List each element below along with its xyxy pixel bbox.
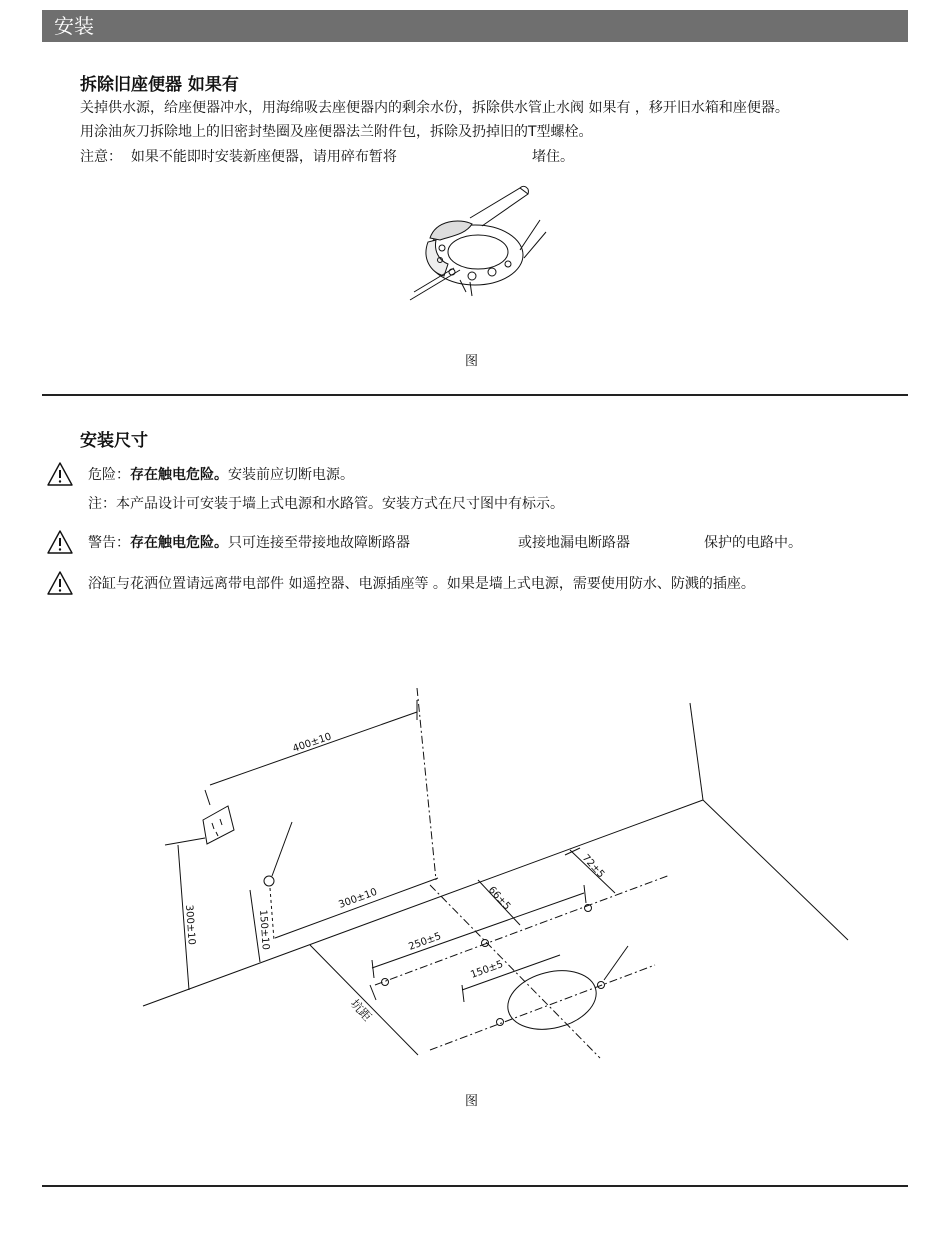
supply-pipe-icon xyxy=(264,876,274,886)
removal-note-text: 如果不能即时安装新座便器，请用碎布暂将 xyxy=(130,149,397,165)
dim-label-300v: 300±10 xyxy=(183,904,197,946)
warning-mid: 或接地漏电断路器 xyxy=(518,535,630,551)
dim-label-66: 66±5 xyxy=(485,884,513,913)
caution-notice: 浴缸与花洒位置请远离带电部件 如遥控器、电源插座等 。如果是墙上式电源，需要使用防水、防溅的插座。 xyxy=(88,576,755,592)
removal-note-tail: 堵住。 xyxy=(532,149,574,165)
drain-bolt-left xyxy=(497,1019,504,1026)
wall-floor-edge xyxy=(143,800,703,1006)
dim-label-150: 150±5 xyxy=(469,958,505,981)
wall-centerline xyxy=(417,688,436,880)
dim-label-72: 72±5 xyxy=(579,852,607,881)
removal-note-label: 注意： xyxy=(80,149,122,165)
dim-line-pit xyxy=(310,945,418,1055)
danger-label: 危险： xyxy=(88,467,130,483)
warning-text: 只可连接至带接地故障断路器 xyxy=(228,535,410,551)
dimensions-figure-caption: 图 xyxy=(465,1094,479,1109)
dim-line-400 xyxy=(210,712,417,785)
dim-label-400: 400±10 xyxy=(291,731,333,755)
outlet-icon xyxy=(203,806,234,844)
removal-line-2: 用涂油灰刀拆除地上的旧密封垫圈及座便器法兰附件包，拆除及扔掉旧的T型螺栓。 xyxy=(80,124,593,140)
dim-line-300h xyxy=(275,878,438,938)
dim-label-300h: 300±10 xyxy=(337,886,379,911)
bolt-hole-left xyxy=(382,979,389,986)
dim-label-150v: 150±10 xyxy=(257,909,271,951)
danger-bold: 存在触电危险。 xyxy=(130,467,228,483)
dim-label-250: 250±5 xyxy=(407,930,443,953)
removal-figure-caption: 图 xyxy=(465,354,479,369)
dim-line-250 xyxy=(372,893,584,968)
warning-label: 警告： xyxy=(88,535,130,551)
bottom-divider xyxy=(42,1185,908,1187)
side-wall-edge xyxy=(703,800,848,940)
dim-label-pit: 坑距 xyxy=(347,996,375,1024)
warning-tail: 保护的电路中。 xyxy=(704,535,802,551)
warning-bold: 存在触电危险。 xyxy=(130,535,228,551)
wall-corner-edge xyxy=(690,703,703,800)
section-title: 安装 xyxy=(54,14,94,38)
removal-line-1: 关掉供水源，给座便器冲水，用海绵吸去座便器内的剩余水份，拆除供水管止水阀 如果有 ，移开旧水箱和座便器。 xyxy=(80,100,789,116)
install-note-text: 本产品设计可安装于墙上式电源和水路管。安装方式在尺寸图中有标示。 xyxy=(116,496,564,512)
dimensions-heading: 安装尺寸 xyxy=(80,431,148,451)
danger-text: 安装前应切断电源。 xyxy=(228,467,354,483)
install-note-label: 注： xyxy=(88,496,116,512)
removal-heading: 拆除旧座便器 如果有 xyxy=(80,75,239,95)
drain-centerline xyxy=(430,965,655,1050)
